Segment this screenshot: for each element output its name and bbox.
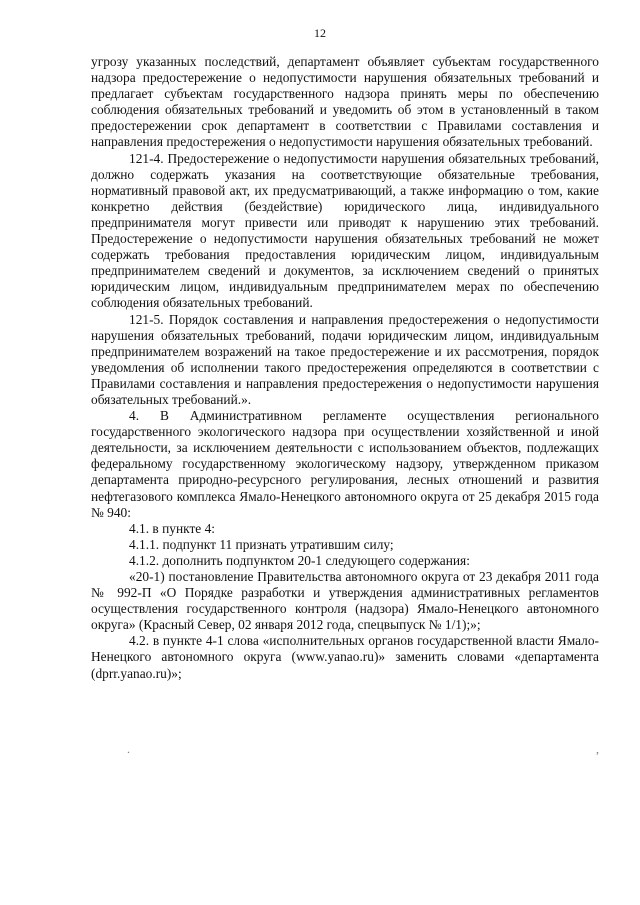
paragraph-121-5: 121-5. Порядок составления и направления предостережения о недопустимости нарушения обязательных требований, подачи юридическим лицом, индивидуальным предпринимателем возражений на такое предостережение и их рассмотрения, порядок уведомления об исполнении такого предостережения определяются в соответствии с Правилами составления и направления предостережения о недопустимости нарушения обязательных требований.». xyxy=(91,311,599,407)
page-number: 12 xyxy=(314,26,326,40)
paragraph-item-4-1-1: 4.1.1. подпункт 11 признать утратившим силу; xyxy=(129,536,394,552)
paragraph-subitem-20-1: «20-1) постановление Правительства автономного округа от 23 декабря 2011 года № 992-П «О Порядке разработки и утверждения административных регламентов осуществления государственного контроля (надзора) Ямало-Ненецкого автономного округа» (Красный Север, 02 января 2012 года, спецвыпуск № 1/1);»; xyxy=(91,569,599,633)
paragraph-continuation: угрозу указанных последствий, департамент объявляет субъектам государственного надзора предостережение о недопустимости нарушения обязательных требований и предлагает субъектам государственного надзора принять меры по обеспечению соблюдения обязательных требований и уведомить об этом в установленный в таком предостережении срок департамент в соответствии с Правилами составления и направления предостережения о недопустимости нарушения обязательных требований. xyxy=(91,54,599,150)
paragraph-item-4-1: 4.1. в пункте 4: xyxy=(129,520,216,536)
paragraph-item-4-2: 4.2. в пункте 4-1 слова «исполнительных органов государственной власти Ямало-Ненецкого автономного округа (www.yanao.ru)» заменить словами «департамента (dprr.yanao.ru)»; xyxy=(91,633,599,681)
paragraph-121-4: 121-4. Предостережение о недопустимости нарушения обязательных требований, должно содержать указания на соответствующие обязательные требования, нормативный правовой акт, их предусматривающий, а также информацию о том, какие конкретно действия (бездействие) юридического лица, индивидуального предпринимателя могут привести или приводят к нарушению этих требований. Предостережение о недопустимости нарушения обязательных требований не может содержать требования предоставления юридическим лицом, индивидуальным предпринимателем сведений и документов, за исключением сведений о принятых юридическим лицом, индивидуальным предпринимателем мерах по обеспечению соблюдения обязательных требований. xyxy=(91,150,599,311)
stray-mark-left: . xyxy=(127,742,130,756)
stray-mark-right: , xyxy=(596,742,599,756)
paragraph-item-4: 4. В Административном регламенте осуществления регионального государственного экологического надзора при осуществлении хозяйственной и иной деятельности, за исключением деятельности с использованием объектов, подлежащих федеральному государственному экологическому надзору, утвержденном приказом департамента природно-ресурсного регулирования, лесных отношений и развития нефтегазового комплекса Ямало-Ненецкого автономного округа от 25 декабря 2015 года № 940: xyxy=(91,408,599,520)
document-body xyxy=(91,54,599,682)
paragraph-item-4-1-2: 4.1.2. дополнить подпунктом 20-1 следующего содержания: xyxy=(129,552,470,568)
